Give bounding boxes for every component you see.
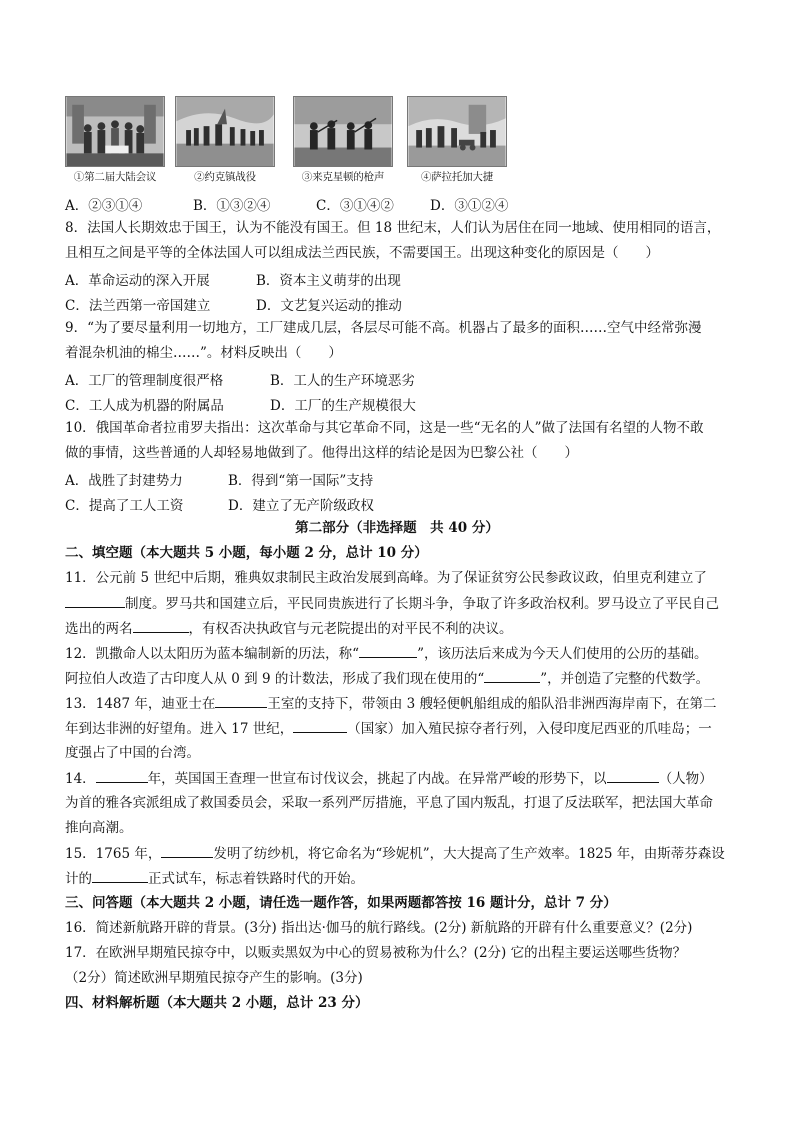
q12-line1: 12．凯撒命人以太阳历为蓝本编制新的历法，称“ ”，该历法后来成为今天人们使用的公历的基础。 bbox=[65, 646, 708, 662]
figure-caption: ③来克星顿的枪声 bbox=[301, 171, 385, 183]
q8-option-a: A．革命运动的深入开展 bbox=[65, 273, 210, 289]
q13-line2: 年到达非洲的好望角。进入 17 世纪， （国家）加入殖民掠夺者行列，入侵印度尼西亚的爪哇岛；一 bbox=[65, 721, 712, 737]
figure-saratoga bbox=[407, 96, 507, 184]
q12-blank-2[interactable] bbox=[484, 669, 540, 683]
q15-line1: 15．1765 年， 发明了纺纱机，将它命名为“珍妮机”，大大提高了生产效率。1825 年，由斯蒂芬森设 bbox=[65, 846, 725, 862]
q15-line2: 计的 正式试车，标志着铁路时代的开始。 bbox=[65, 871, 364, 887]
figure-continental-congress bbox=[65, 96, 165, 184]
figure-yorktown bbox=[175, 96, 275, 184]
q9-option-d: D．工厂的生产规模很大 bbox=[270, 398, 416, 414]
q9-option-c: C．工人成为机器的附属品 bbox=[65, 398, 224, 414]
q11-line1: 11．公元前 5 世纪中后期，雅典奴隶制民主政治发展到高峰。为了保证贫穷公民参政议政，伯里克利建立了 bbox=[65, 570, 707, 586]
q8-stem-line2: 且相互之间是平等的全体法国人可以组成法兰西民族，不需要国王。出现这种变化的原因是（ ） bbox=[65, 245, 659, 261]
q9-option-a: A．工厂的管理制度很严格 bbox=[65, 373, 224, 389]
q13-blank-1[interactable] bbox=[215, 694, 267, 708]
q17-line2: （2分）简述欧洲早期殖民掠夺产生的影响。(3分) bbox=[65, 970, 363, 986]
q7-option-c: C．③①④② bbox=[316, 198, 394, 214]
battle-painting-icon bbox=[175, 96, 275, 167]
congress-painting-icon bbox=[65, 96, 165, 167]
q10-stem-line2: 做的事情，这些普通的人却轻易地做到了。他得出这样的结论是因为巴黎公社（ ） bbox=[65, 445, 578, 461]
q10-option-c: C．提高了工人工资 bbox=[65, 498, 184, 514]
q15-blank-2[interactable] bbox=[92, 869, 148, 883]
q11-line3: 选出的两名 ，有权否决执政官与元老院提出的对平民不利的决议。 bbox=[65, 621, 513, 637]
q14-blank-1[interactable] bbox=[96, 769, 148, 783]
section2-title: 二、填空题（本大题共 5 小题，每小题 2 分，总计 10 分） bbox=[65, 545, 428, 561]
q11-line2: 制度。罗马共和国建立后，平民同贵族进行了长期斗争，争取了许多政治权利。罗马设立了平民自己 bbox=[65, 594, 719, 613]
q7-option-b: B．①③②④ bbox=[193, 198, 271, 214]
q13-line1: 13．1487 年，迪亚士在 王室的支持下，带领由 3 艘轻便帆船组成的船队沿非洲西海岸南下，在第二 bbox=[65, 696, 717, 712]
q13-blank-2[interactable] bbox=[293, 719, 347, 733]
figure-row bbox=[65, 96, 515, 188]
q8-option-c: C．法兰西第一帝国建立 bbox=[65, 298, 211, 314]
q10-option-b: B．得到“第一国际”支持 bbox=[228, 473, 374, 489]
q17-line1: 17．在欧洲早期殖民掠夺中，以贩卖黑奴为中心的贸易被称为什么？(2分) 它的出程主要运送哪些货物？ bbox=[65, 945, 687, 961]
section3-title: 三、问答题（本大题共 2 小题，请任选一题作答，如果两题都答按 16 题计分，总计 7 分） bbox=[65, 895, 617, 911]
q8-option-d: D．文艺复兴运动的推动 bbox=[256, 298, 402, 314]
q7-option-a: A．②③①④ bbox=[65, 198, 143, 214]
surrender-painting-icon bbox=[407, 96, 507, 167]
q8-stem-line1: 8．法国人长期效忠于国王，认为不能没有国王。但 18 世纪末，人们认为居住在同一地域、使用相同的语言， bbox=[65, 220, 721, 236]
q14-line1: 14． 年，英国国王查理一世宣布讨伐议会，挑起了内战。在异常严峻的形势下，以 （人物） bbox=[65, 771, 713, 787]
q14-blank-2[interactable] bbox=[607, 769, 659, 783]
q11-blank-2[interactable] bbox=[133, 619, 189, 633]
q10-option-d: D．建立了无产阶级政权 bbox=[228, 498, 374, 514]
figure-lexington bbox=[293, 96, 393, 184]
q14-line3: 推向高潮。 bbox=[65, 820, 133, 836]
figure-caption: ②约克镇战役 bbox=[194, 171, 256, 183]
q9-stem-line2: 着混杂机油的棉尘……”。材料反映出（ ） bbox=[65, 345, 342, 361]
q15-blank-1[interactable] bbox=[161, 844, 213, 858]
q9-option-b: B．工人的生产环境恶劣 bbox=[270, 373, 415, 389]
q13-line3: 度强占了中国的台湾。 bbox=[65, 745, 200, 761]
q10-stem-line1: 10．俄国革命者拉甫罗夫指出：这次革命与其它革命不同，这是一些“无名的人”做了法国有名望的人物不敢 bbox=[65, 420, 704, 436]
q8-option-b: B．资本主义萌芽的出现 bbox=[256, 273, 401, 289]
section4-title: 四、材料解析题（本大题共 2 小题，总计 23 分） bbox=[65, 995, 369, 1011]
q14-line2: 为首的雅各宾派组成了救国委员会，采取一系列严厉措施，平息了国内叛乱，打退了反法联军，把法国大革命 bbox=[65, 795, 713, 811]
q10-option-a: A．战胜了封建势力 bbox=[65, 473, 183, 489]
q7-option-d: D．③①②④ bbox=[430, 198, 509, 214]
q9-stem-line1: 9．“为了要尽量利用一切地方，工厂建成几层，各层尽可能不高。机器占了最多的面积……空气中经常弥漫 bbox=[65, 320, 702, 336]
figure-caption: ④萨拉托加大捷 bbox=[420, 171, 494, 183]
q12-blank-1[interactable] bbox=[359, 644, 417, 658]
musket-painting-icon bbox=[293, 96, 393, 167]
q12-line2: 阿拉伯人改造了古印度人从 0 到 9 的计数法，形成了我们现在使用的“ ”，并创造了完整的代数学。 bbox=[65, 671, 710, 687]
q11-blank-1[interactable] bbox=[65, 594, 125, 608]
q16-line: 16．简述新航路开辟的背景。(3分) 指出达·伽马的航行路线。(2分) 新航路的开辟有什么重要意义？(2分) bbox=[65, 920, 693, 936]
figure-caption: ①第二届大陆会议 bbox=[73, 171, 157, 183]
part2-title: 第二部分（非选择题 共 40 分） bbox=[295, 520, 499, 536]
